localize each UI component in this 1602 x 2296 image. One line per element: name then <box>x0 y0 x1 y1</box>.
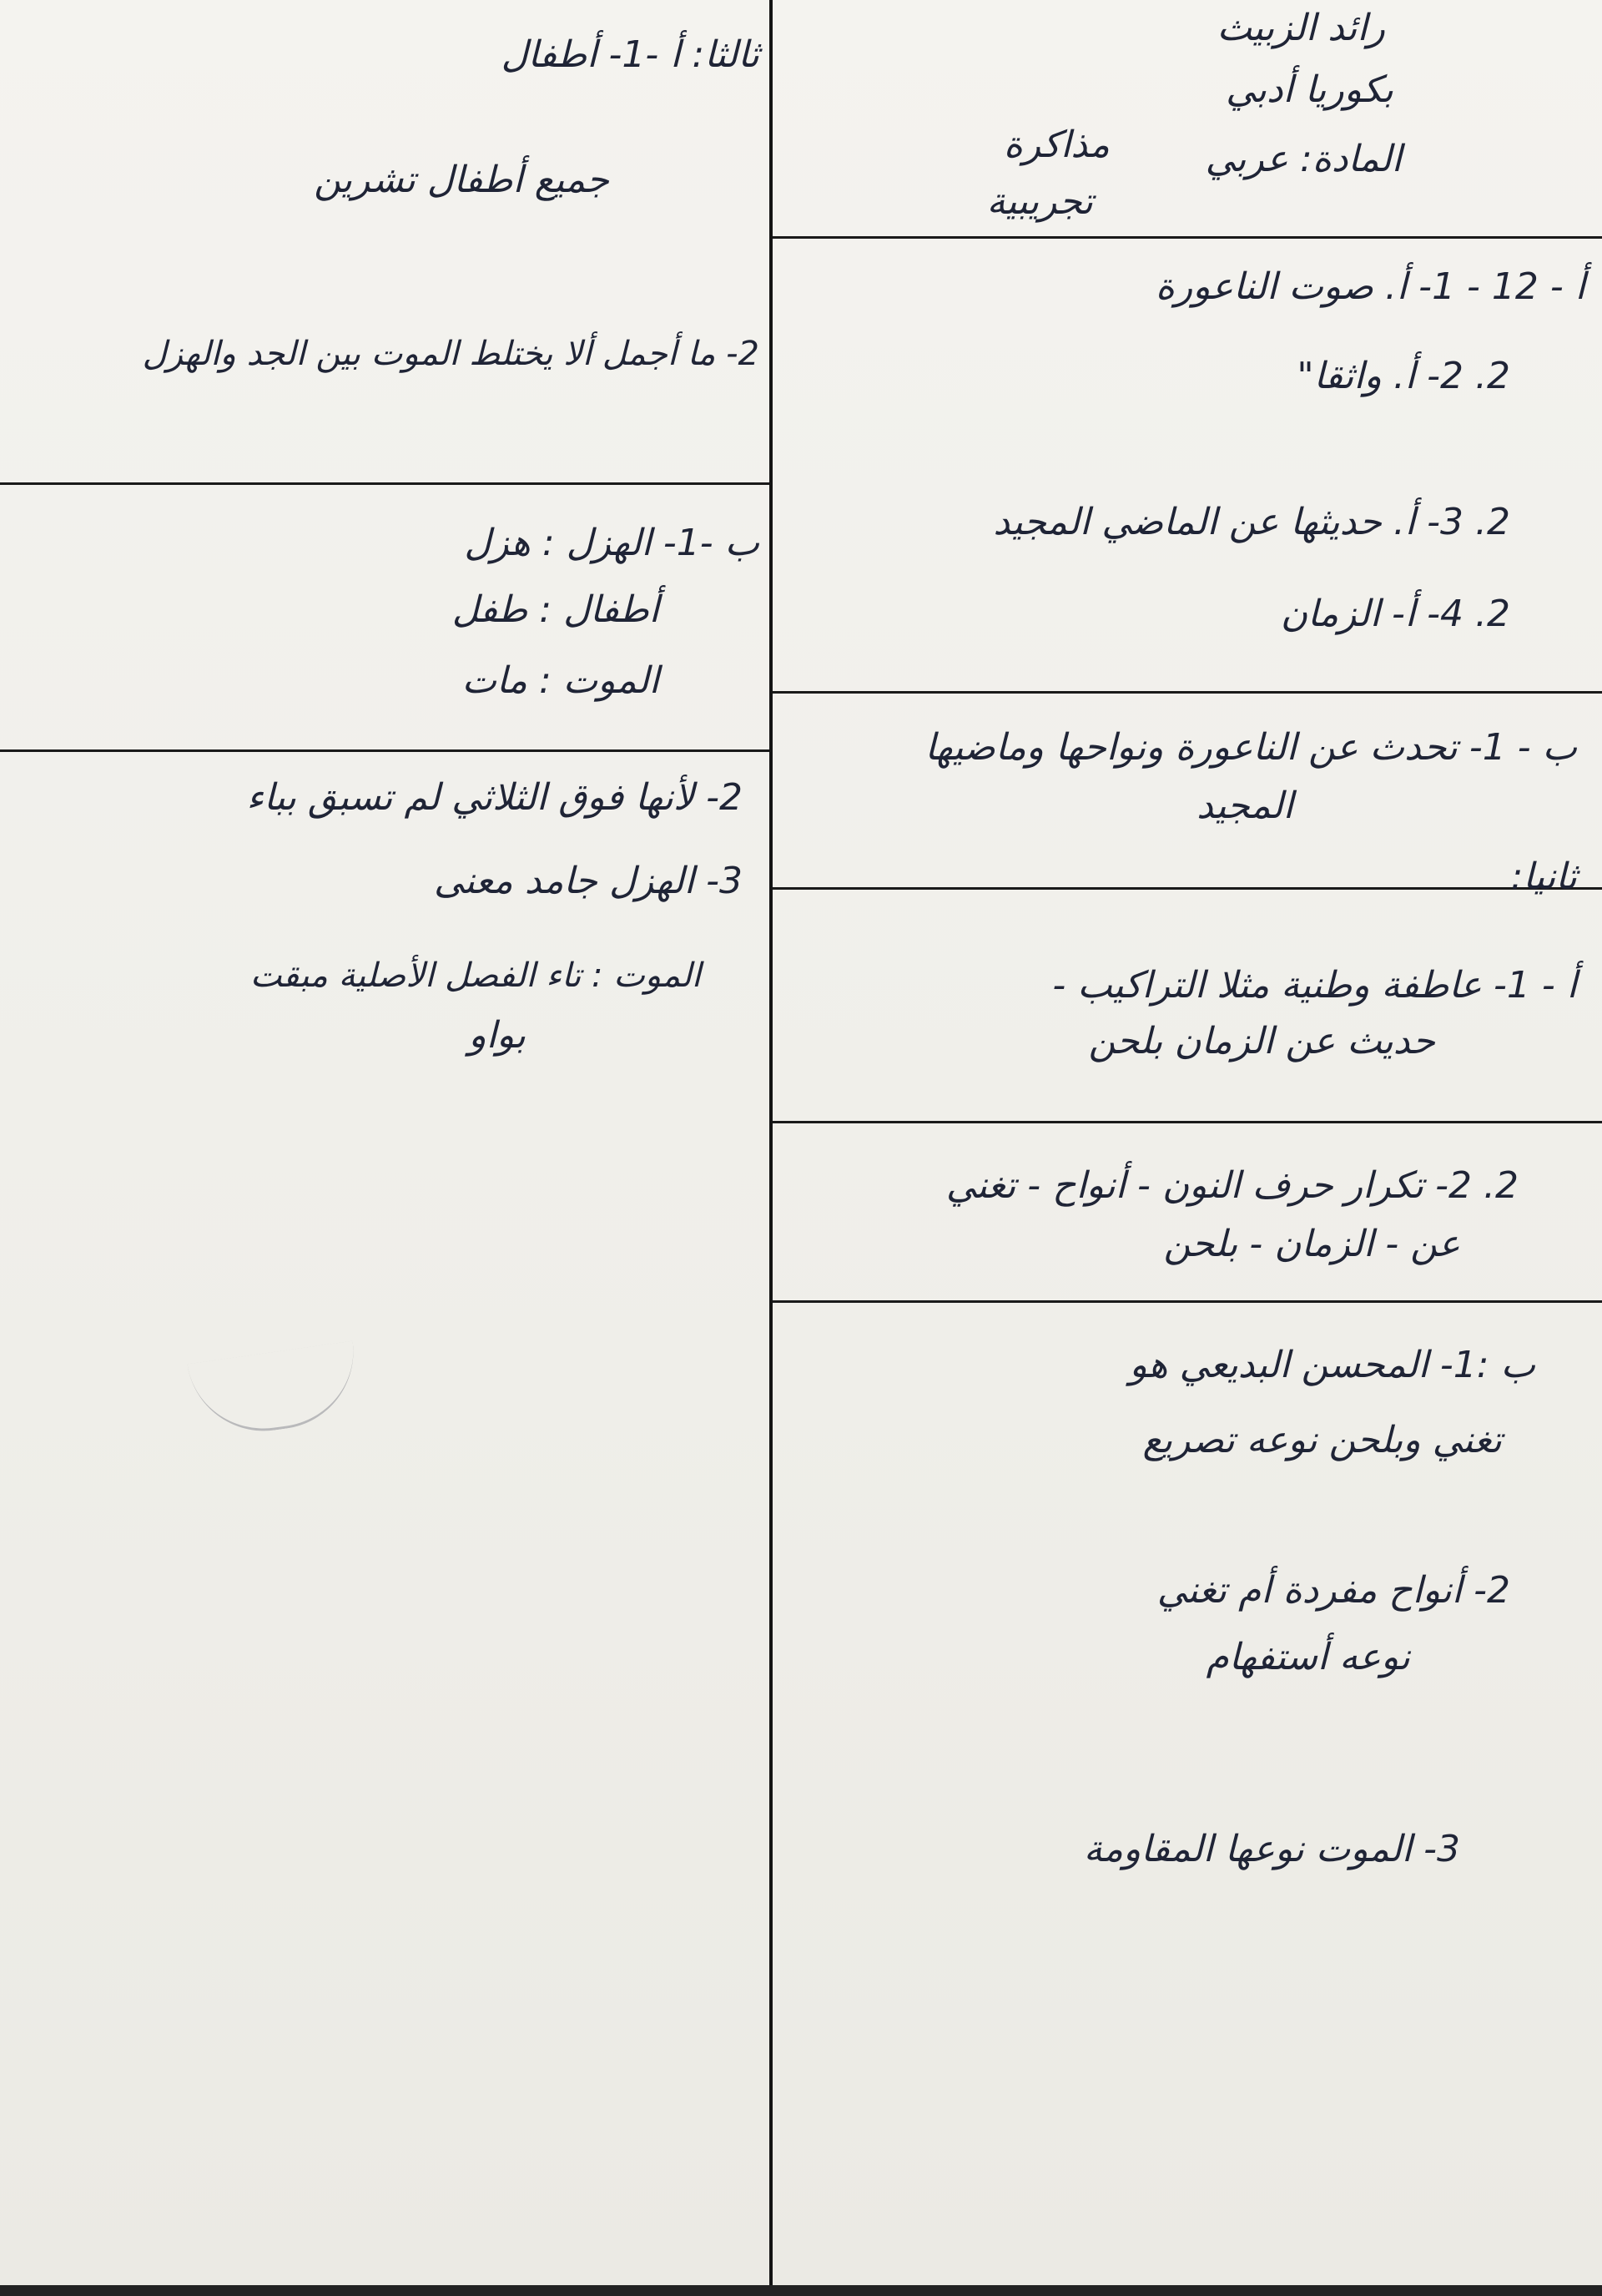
right-header-divider <box>773 236 1602 239</box>
answer-line: تغني وبلحن نوعه تصريع <box>1142 1419 1502 1461</box>
answer-line: 2. 2- تكرار حرف النون - أنواح - تغني <box>945 1164 1519 1207</box>
scan-edge <box>0 2285 1602 2296</box>
left-divider-2 <box>0 749 769 752</box>
answer-line: عن - الزمان - بلحن <box>1163 1223 1460 1265</box>
answer-line: 2- ما أجمل ألا يختلط الموت بين الجد والهزل <box>142 335 759 373</box>
answer-line: 2. 4- أ- الزمان <box>1280 593 1510 635</box>
right-divider-1 <box>773 691 1602 694</box>
section-heading: ثالثا: أ -1- أطفال <box>501 33 759 76</box>
right-divider-3 <box>773 1121 1602 1123</box>
right-divider-2 <box>773 887 1602 890</box>
answer-line: المجيد <box>1196 785 1293 827</box>
subject-label: المادة: عربي <box>1205 138 1402 180</box>
right-divider-4 <box>773 1300 1602 1303</box>
left-divider-1 <box>0 482 769 485</box>
answer-line: 2. 2- أ. واثقا" <box>1297 355 1510 397</box>
answer-line: 3- الموت نوعها المقاومة <box>1083 1828 1460 1870</box>
student-grade: بكوريا أدبي <box>1226 68 1393 111</box>
answer-line: ب - 1- تحدث عن الناعورة ونواحها وماضيها <box>924 726 1577 769</box>
pen-stroke-mark <box>188 1341 364 1441</box>
exam-type-line2: تجريبية <box>986 180 1093 223</box>
answer-line: الموت : مات <box>461 659 659 702</box>
answer-line: 2. 3- أ. حديثها عن الماضي المجيد <box>993 501 1510 543</box>
answer-line: بواو <box>468 1014 526 1057</box>
answer-line: جميع أطفال تشرين <box>314 159 609 201</box>
answer-line: 2- أنواح مفردة أم تغني <box>1156 1569 1510 1612</box>
answer-line: 2- لأنها فوق الثلاثي لم تسبق بباء <box>246 776 743 819</box>
answer-line: الموت : تاء الفصل الأصلية مبقت <box>249 956 701 995</box>
answer-line: أطفال : طفل <box>451 588 659 631</box>
student-name: رائد الزبيث <box>1217 7 1385 49</box>
section-heading: ثانيا: <box>1510 855 1577 898</box>
answer-line: حديث عن الزمان بلحن <box>1088 1020 1435 1062</box>
answer-line: ب -1- الهزل : هزل <box>464 522 759 564</box>
answer-line: أ - 1- عاطفة وطنية مثلا التراكيب - <box>1052 964 1577 1007</box>
answer-line: 3- الهزل جامد معنى <box>433 860 743 902</box>
exam-type-line1: مذاكرة <box>1003 124 1110 166</box>
answer-line: ب :1- المحسن البديعي هو <box>1129 1344 1535 1386</box>
answer-line: نوعه أستفهام <box>1206 1636 1410 1678</box>
answer-line: أ - 12 - 1- أ. صوت الناعورة <box>1155 265 1585 308</box>
column-divider <box>769 0 773 2296</box>
